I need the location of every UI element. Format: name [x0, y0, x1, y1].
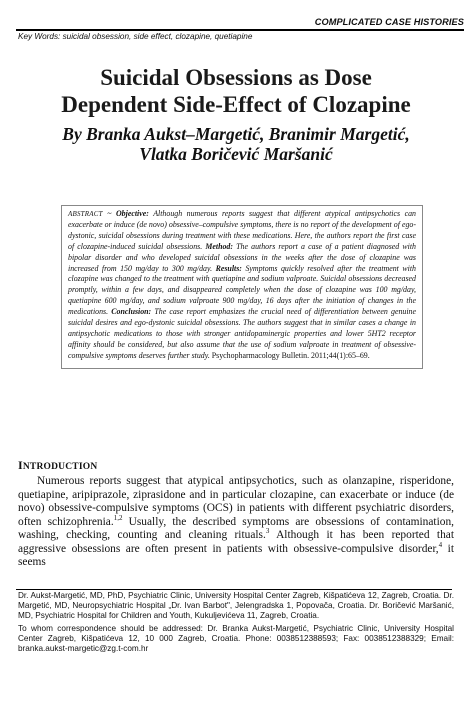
author-list [0, 124, 472, 164]
method-text: The authors report a case of a patient diagnosed with bipolar disorder and who developed suicidal obsessions in the weeks after the dose of clozapine was increased from 150 mg/day to 300 mg/day. [68, 241, 416, 273]
keywords-line: Key Words: suicidal obsession, side effect, clozapine, quetiapine [18, 32, 253, 41]
header-rule [16, 29, 464, 31]
intro-text-4: it seems [18, 542, 454, 568]
footnote [18, 591, 454, 653]
title-line-1: Suicidal Obsessions as Dose [100, 65, 372, 90]
author-affiliations: Dr. Aukst-Margetić, MD, PhD, Psychiatric Clinic, University Hospital Center Zagreb, Kišpatićeva 12, Zagreb, Croatia. Dr. Margetić, MD, Neuropsychiatric Hospital „Dr. Ivan Barbot", Jelengradska 1, Popovača, Croatia. Dr. Boričević Maršanić, MD, Psychiatric Hospital for Children and Youth, Kukuljevićeva 11, Zagreb, Croatia. [18, 591, 454, 620]
heading-rest: NTRODUCTION [22, 462, 98, 472]
conclusion-label: Conclusion: [111, 307, 152, 317]
introduction-heading [18, 458, 97, 473]
article-title [0, 64, 472, 118]
results-text: Symptoms quickly resolved after the treatment with clozapine was changed to the treatment with quetiapine and sodium valproate. Suicidal obsessions decreased promptly, within a few days, and disappeared completely when the dose of clozapine was 100 mg/day, quetiapine 600 mg/day, and sodium valproate 900 mg/day, 16 days after the initiation of changes in the medications. [68, 263, 416, 317]
introduction-paragraph [18, 475, 454, 570]
abstract-box [61, 205, 423, 369]
authors-line-2: Vlatka Boričević Maršanić [139, 144, 333, 164]
abstract-separator: ~ [102, 209, 116, 218]
citation: Psychopharmacology Bulletin. 2011;44(1):65–69. [211, 350, 370, 360]
objective-text: Although numerous reports suggest that different atypical antipsychotics can exacerbate or induce (de novo) obsessive–compulsive symptoms, there is no report of the development of ego-dystonic, suicidal obsessions during treatment with these medications. Here, the authors report the first case of clozapine-induced suicidal obsessions. [68, 209, 416, 251]
section-label: COMPLICATED CASE HISTORIES [314, 17, 464, 27]
intro-text-1: Numerous reports suggest that atypical antipsychotics, such as olanzapine, risperidone, quetiapine, aripiprazole, ziprasidone and in particular clozapine, can exacerbate or induce (de novo) obsessive-compulsive symptoms (OCS) in patients with different psychiatric disorders, often schizophrenia. [18, 475, 454, 528]
authors-line-1: By Branka Aukst–Margetić, Branimir Margetić, [62, 124, 410, 144]
reference-1-2: 1,2 [113, 513, 123, 522]
intro-text-3: Although it has been reported that aggressive obsessions are often present in patients with obsessive-compulsive disorder, [18, 529, 454, 555]
reference-3: 3 [265, 527, 270, 536]
abstract-label: ABSTRACT [68, 210, 103, 218]
correspondence-note: To whom correspondence should be addressed: Dr. Branka Aukst-Margetić, Psychiatric Clinic, University Hospital Center Zagreb, Kišpatićeva 12, 10 000 Zagreb, Croatia. Phone: 0038512388593; Fax: 0038512388329; Email: branka.aukst-margetic@zg.t-com.hr [18, 623, 454, 653]
heading-initial: I [18, 458, 23, 472]
method-label: Method: [205, 241, 233, 251]
footnote-rule [16, 589, 452, 590]
intro-text-2: Usually, the described symptoms are obsessions of contamination, washing, checking, counting and cleaning rituals. [18, 515, 455, 541]
title-line-2: Dependent Side-Effect of Clozapine [61, 92, 411, 117]
conclusion-text: The case report emphasizes the crucial need of differentiation between genuine suicidal desires and ego-dystonic suicidal obsessions. The authors suggest that in similar cases a change in antipsychotic medications to those with stronger antidopaminergic properties and lower 5HT2 receptor affinity should be considered, but also assume that the use of sodium valproate in treatment of obsessive-compulsive symptoms deserves further study. [68, 307, 417, 360]
reference-4: 4 [438, 540, 443, 549]
results-label: Results: [215, 263, 242, 273]
objective-label: Objective: [115, 209, 149, 218]
